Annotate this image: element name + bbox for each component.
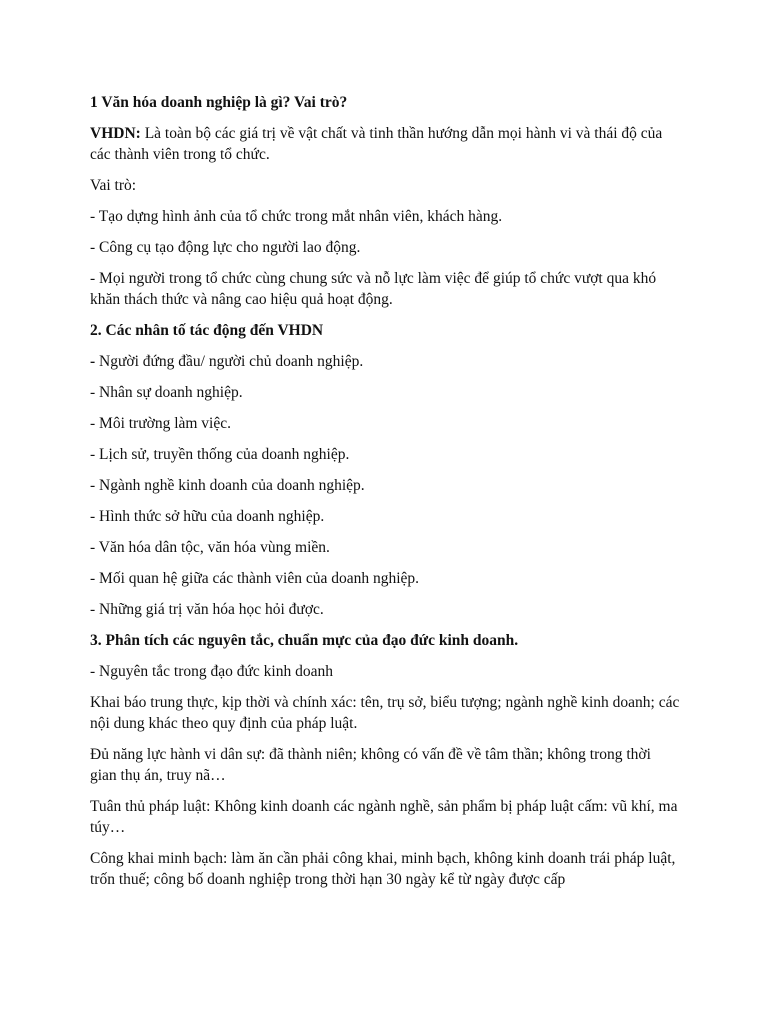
factor-item: - Lịch sử, truyền thống của doanh nghiệp.: [90, 446, 350, 463]
principle-paragraph: Khai báo trung thực, kịp thời và chính xác: tên, trụ sở, biểu tượng; ngành nghề kinh doanh; các nội dung khác theo quy định của pháp luật.: [90, 694, 680, 732]
document-body: [90, 92, 680, 900]
factor-item: - Hình thức sở hữu của doanh nghiệp.: [90, 508, 325, 525]
factor-dash: -: [90, 353, 100, 370]
role-item: - Công cụ tạo động lực cho người lao động.: [90, 239, 361, 256]
definition-text: Là toàn bộ các giá trị về vật chất và tinh thần hướng dẫn mọi hành vi và thái độ của các thành viên trong tổ chức.: [90, 125, 663, 163]
principle-paragraph: Công khai minh bạch: làm ăn cần phải công khai, minh bạch, không kinh doanh trái pháp luật, trốn thuế; công bố doanh nghiệp trong thời hạn 30 ngày kể từ ngày được cấp: [90, 850, 676, 888]
section-2-heading: 2. Các nhân tố tác động đến VHDN: [90, 322, 324, 339]
roles-label: Vai trò:: [90, 177, 137, 194]
factor-item: - Môi trường làm việc.: [90, 415, 231, 432]
role-item: - Mọi người trong tổ chức cùng chung sức và nỗ lực làm việc để giúp tổ chức vượt qua khó khăn thách thức và nâng cao hiệu quả hoạt động.: [90, 270, 657, 308]
definition-term: VHDN:: [90, 125, 141, 142]
factor-item: - Văn hóa dân tộc, văn hóa vùng miền.: [90, 539, 330, 556]
role-item: - Tạo dựng hình ảnh của tổ chức trong mắt nhân viên, khách hàng.: [90, 208, 503, 225]
factor-text: Người đứng đầu/ người chủ doanh nghiệp.: [99, 353, 364, 370]
principle-paragraph: Tuân thủ pháp luật: Không kinh doanh các ngành nghề, sản phẩm bị pháp luật cấm: vũ khí, ma túy…: [90, 798, 678, 836]
factor-item: - Nhân sự doanh nghiệp.: [90, 384, 243, 401]
factor-item: - Những giá trị văn hóa học hỏi được.: [90, 601, 324, 618]
vhdn-definition: [90, 123, 680, 165]
section-1-heading: 1 Văn hóa doanh nghiệp là gì? Vai trò?: [90, 94, 348, 111]
principle-paragraph: Đủ năng lực hành vi dân sự: đã thành niên; không có vấn đề về tâm thần; không trong thời gian thụ án, truy nã…: [90, 746, 651, 784]
factor-item: - Ngành nghề kinh doanh của doanh nghiệp.: [90, 477, 365, 494]
factor-item: - Mối quan hệ giữa các thành viên của doanh nghiệp.: [90, 570, 420, 587]
section-3-heading: 3. Phân tích các nguyên tắc, chuẩn mực của đạo đức kinh doanh.: [90, 632, 519, 649]
factor-item: [90, 351, 680, 372]
section-3-subheading: - Nguyên tắc trong đạo đức kinh doanh: [90, 663, 333, 680]
